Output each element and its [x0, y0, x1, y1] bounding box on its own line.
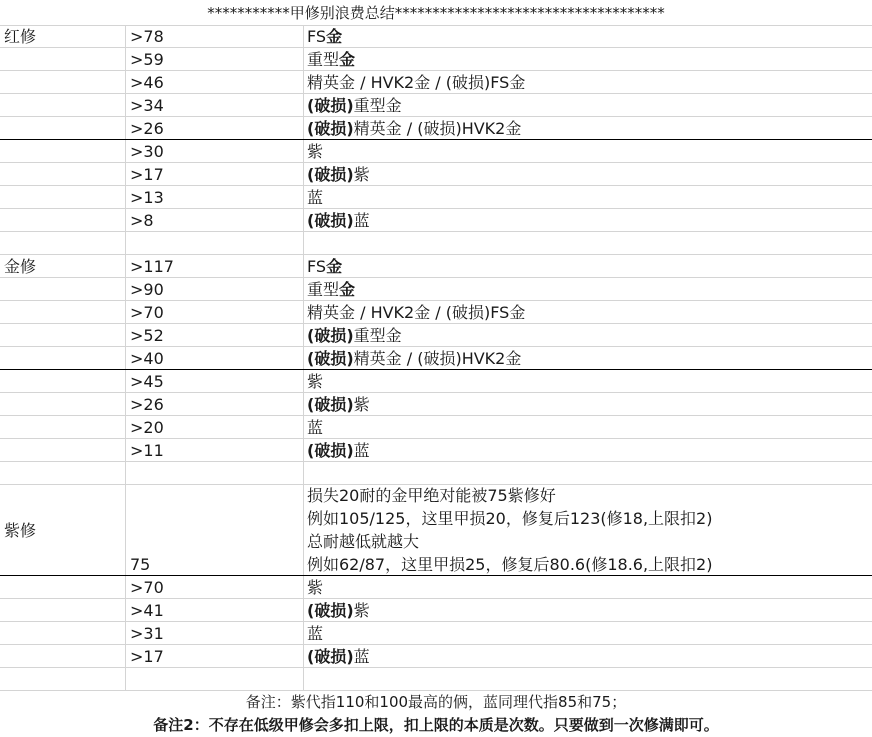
- armor-desc-text: 精英金 / (破损)HVK2金: [353, 349, 522, 368]
- purple-explanation-block: [0, 484, 872, 576]
- armor-desc-cell: [307, 163, 867, 185]
- table-row: [0, 324, 872, 347]
- damaged-prefix: (破损): [307, 601, 354, 620]
- threshold-cell: >34: [130, 96, 164, 115]
- armor-desc-cell: [307, 599, 867, 621]
- armor-desc-text: 紫: [307, 142, 324, 161]
- armor-desc-cell: [307, 186, 867, 208]
- armor-desc-cell: [307, 622, 867, 644]
- threshold-cell: >26: [130, 395, 164, 414]
- threshold-cell: >31: [130, 624, 164, 643]
- armor-desc-text: 紫: [353, 601, 370, 620]
- table-row: [0, 301, 872, 324]
- threshold-cell: >17: [130, 165, 164, 184]
- threshold-cell: >17: [130, 647, 164, 666]
- threshold-cell: >52: [130, 326, 164, 345]
- explanation-line: 例如62/87，这里甲损25，修复后80.6(修18.6,上限扣2): [307, 555, 713, 574]
- armor-desc-text: 紫: [353, 165, 370, 184]
- armor-desc-cell: [307, 71, 867, 93]
- table-row: [0, 668, 872, 691]
- armor-desc-cell: [307, 439, 867, 461]
- damaged-prefix: (破损): [307, 96, 354, 115]
- purple-block-threshold: 75: [130, 555, 151, 574]
- armor-desc-text: 重型: [307, 50, 340, 69]
- damaged-prefix: (破损): [307, 211, 354, 230]
- threshold-cell: >41: [130, 601, 164, 620]
- purple-explanation-lines: [307, 484, 712, 576]
- table-row: [0, 232, 872, 255]
- table-row: [0, 209, 872, 232]
- armor-desc-text: 重型金: [353, 326, 402, 345]
- damaged-prefix: (破损): [307, 395, 354, 414]
- armor-desc-cell: [307, 393, 867, 415]
- damaged-prefix: (破损): [307, 441, 354, 460]
- threshold-cell: >20: [130, 418, 164, 437]
- armor-desc-text: 紫: [307, 372, 324, 391]
- damaged-prefix: (破损): [307, 119, 354, 138]
- threshold-cell: >70: [130, 303, 164, 322]
- table-row: [0, 163, 872, 186]
- armor-desc-tail: 金: [326, 257, 343, 276]
- group-label-red: 红修: [4, 27, 37, 46]
- armor-desc-cell: [307, 117, 867, 139]
- armor-desc-text: 重型: [307, 280, 340, 299]
- table-row: [0, 416, 872, 439]
- table-row: [0, 645, 872, 668]
- threshold-cell: >8: [130, 211, 154, 230]
- group-label-gold: 金修: [4, 257, 37, 276]
- armor-desc-cell: [307, 347, 867, 369]
- armor-desc-cell: [307, 370, 867, 392]
- armor-desc-text: 重型金: [353, 96, 402, 115]
- note-2: 备注2：不存在低级甲修会多扣上限，扣上限的本质是次数。只要做到一次修满即可。: [153, 716, 719, 734]
- armor-desc-text: 蓝: [307, 624, 324, 643]
- table-row: [0, 347, 872, 370]
- armor-desc-cell: [307, 25, 867, 47]
- armor-desc-text: 精英金 / (破损)HVK2金: [353, 119, 522, 138]
- armor-desc-cell: [307, 324, 867, 346]
- armor-desc-text: 紫: [307, 578, 324, 597]
- threshold-cell: >70: [130, 578, 164, 597]
- threshold-cell: >26: [130, 119, 164, 138]
- armor-desc-text: 蓝: [353, 441, 370, 460]
- threshold-cell: >13: [130, 188, 164, 207]
- armor-desc-cell: [307, 278, 867, 300]
- table-row: [0, 622, 872, 645]
- armor-desc-text: 蓝: [353, 647, 370, 666]
- armor-desc-cell: [307, 645, 867, 667]
- table-row: [0, 117, 872, 140]
- table-row: [0, 462, 872, 485]
- group-label-purple: 紫修: [4, 521, 37, 540]
- armor-desc-cell: [307, 576, 867, 598]
- table-row: [0, 278, 872, 301]
- threshold-cell: >11: [130, 441, 164, 460]
- note-1: 备注：紫代指110和100最高的俩，蓝同理代指85和75；: [245, 693, 627, 711]
- table-row: [0, 140, 872, 163]
- armor-desc-text: 蓝: [353, 211, 370, 230]
- table-row: [0, 48, 872, 71]
- threshold-cell: >30: [130, 142, 164, 161]
- table-row: [0, 576, 872, 599]
- explanation-line: 例如105/125，这里甲损20，修复后123(修18,上限扣2): [307, 509, 713, 528]
- armor-desc-cell: [307, 94, 867, 116]
- damaged-prefix: (破损): [307, 349, 354, 368]
- armor-desc-cell: [307, 140, 867, 162]
- table-row: [0, 255, 872, 278]
- sheet-title: ***********甲修别浪费总结************************************: [0, 0, 872, 26]
- damaged-prefix: (破损): [307, 165, 354, 184]
- threshold-cell: >45: [130, 372, 164, 391]
- threshold-cell: >40: [130, 349, 164, 368]
- armor-desc-text: FS: [307, 27, 327, 46]
- armor-desc-cell: [307, 301, 867, 323]
- threshold-cell: >78: [130, 27, 164, 46]
- explanation-line: 损失20耐的金甲绝对能被75紫修好: [307, 486, 556, 505]
- table-row: [0, 599, 872, 622]
- table-row: [0, 439, 872, 462]
- armor-desc-cell: [307, 416, 867, 438]
- armor-desc-tail: 金: [339, 280, 356, 299]
- damaged-prefix: (破损): [307, 326, 354, 345]
- table-row: [0, 25, 872, 48]
- table-row: [0, 393, 872, 416]
- damaged-prefix: (破损): [307, 647, 354, 666]
- armor-desc-cell: [307, 209, 867, 231]
- armor-desc-text: 精英金 / HVK2金 / (破损)FS金: [307, 303, 526, 322]
- armor-desc-text: 紫: [353, 395, 370, 414]
- table-row: [0, 94, 872, 117]
- armor-desc-text: 蓝: [307, 418, 324, 437]
- armor-desc-tail: 金: [339, 50, 356, 69]
- table-row: [0, 370, 872, 393]
- explanation-line: 总耐越低就越大: [307, 532, 420, 551]
- threshold-cell: >46: [130, 73, 164, 92]
- armor-desc-text: 精英金 / HVK2金 / (破损)FS金: [307, 73, 526, 92]
- armor-desc-text: FS: [307, 257, 327, 276]
- armor-desc-cell: [307, 255, 867, 277]
- table-row: [0, 71, 872, 94]
- threshold-cell: >59: [130, 50, 164, 69]
- armor-desc-cell: [307, 48, 867, 70]
- table-row: [0, 186, 872, 209]
- threshold-cell: >90: [130, 280, 164, 299]
- armor-desc-tail: 金: [326, 27, 343, 46]
- threshold-cell: >117: [130, 257, 174, 276]
- armor-desc-text: 蓝: [307, 188, 324, 207]
